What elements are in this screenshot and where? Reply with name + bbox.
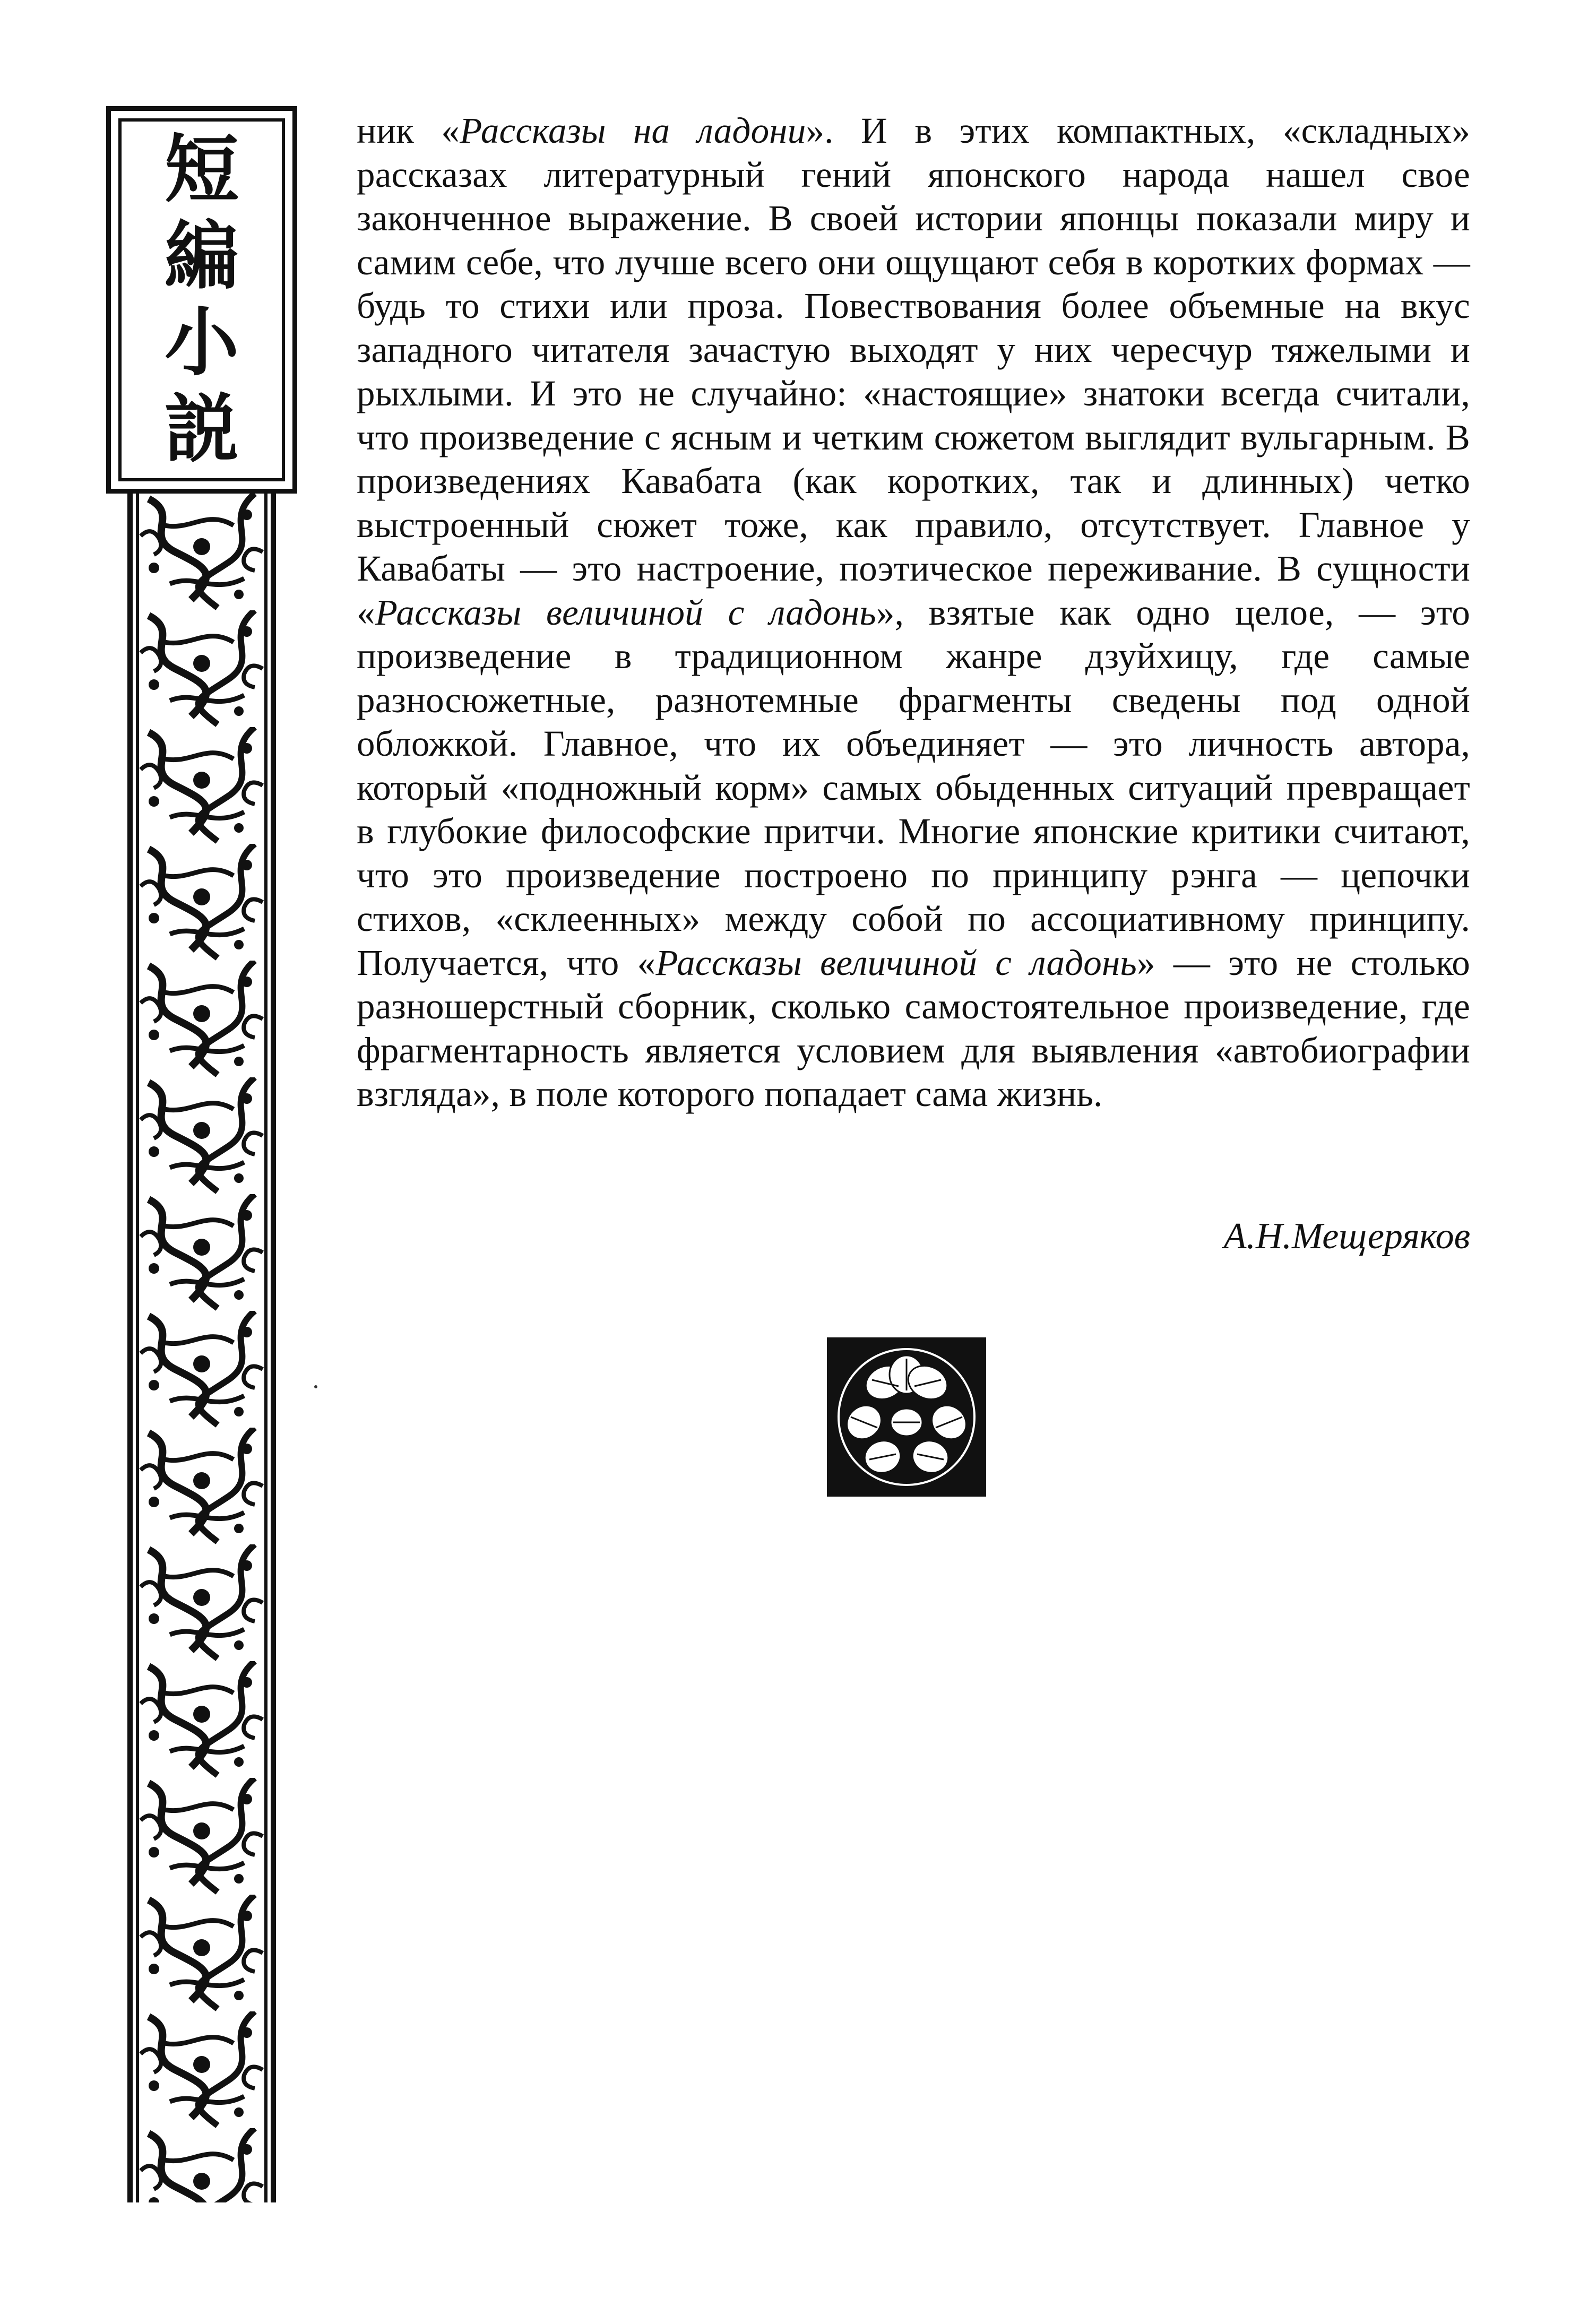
kanji-char-1: 短 — [164, 126, 239, 213]
book-title-3: Рассказы величиной с ладонь — [655, 942, 1137, 983]
body-text-1: ник « — [357, 110, 460, 151]
body-text-3: », взятые как одно целое, — это произведение в традиционном жанре дзуйхицу, где самые разносюжетные, разнотемные фрагменты сведены под одной обложкой. Главное, что их объединяет — это личность автора, который «подножный корм» самых обыденных ситуаций превращает в глубокие философские притчи. Многие японские критики считают, что это произведение построено по принципу рэнга — цепочки стихов, «склеенных» между собой по ассоциативному принципу. Получается, что « — [357, 592, 1470, 983]
ornament-pattern-icon — [133, 494, 271, 2202]
body-text-2: ». И в этих компактных, «складных» рассказах литературный гений японского народа нашел свое законченное выражение. В своей истории японцы показали миру и самим себе, что лучше всего они ощущают себя в коротких формах — будь то стихи или проза. Повествования более объемные на вкус западного читателя зачастую выходят у них чересчур тяжелыми и рыхлыми. И это не случайно: «настоящие» знатоки всегда считали, что произведение с ясным и четким сюжетом выглядит вульгарным. В произведениях Кавабата (как коротких, так и длинных) четко выстроенный сюжет тоже, как правило, отсутствует. Главное у Кавабаты — это настроение, поэтическое переживание. В сущности « — [357, 110, 1471, 633]
kanji-title-inner — [118, 118, 285, 481]
crest-emblem-icon — [827, 1337, 986, 1497]
ornament-strip — [127, 494, 276, 2202]
article-body — [357, 109, 1470, 1116]
book-title-2: Рассказы величиной с ладонь — [375, 592, 876, 633]
kanji-char-3: 小 — [164, 299, 239, 386]
author-signature: А.Н.Мещеряков — [1223, 1216, 1470, 1257]
book-title-1: Рассказы на ладони — [460, 110, 806, 151]
kanji-title-box — [106, 106, 297, 494]
print-speck — [314, 1385, 317, 1388]
kanji-char-2: 編 — [164, 213, 239, 300]
kanji-char-4: 説 — [164, 386, 239, 473]
paulownia-crest-icon — [827, 1337, 986, 1497]
side-ornament-column — [106, 106, 297, 2202]
body-text-4: » — это не столько разношерстный сборник, сколько самостоятельное произведение, где фрагментарность является условием для выявления «автобиографии взгляда», в поле которого попадает сама жизнь. — [357, 942, 1470, 1114]
